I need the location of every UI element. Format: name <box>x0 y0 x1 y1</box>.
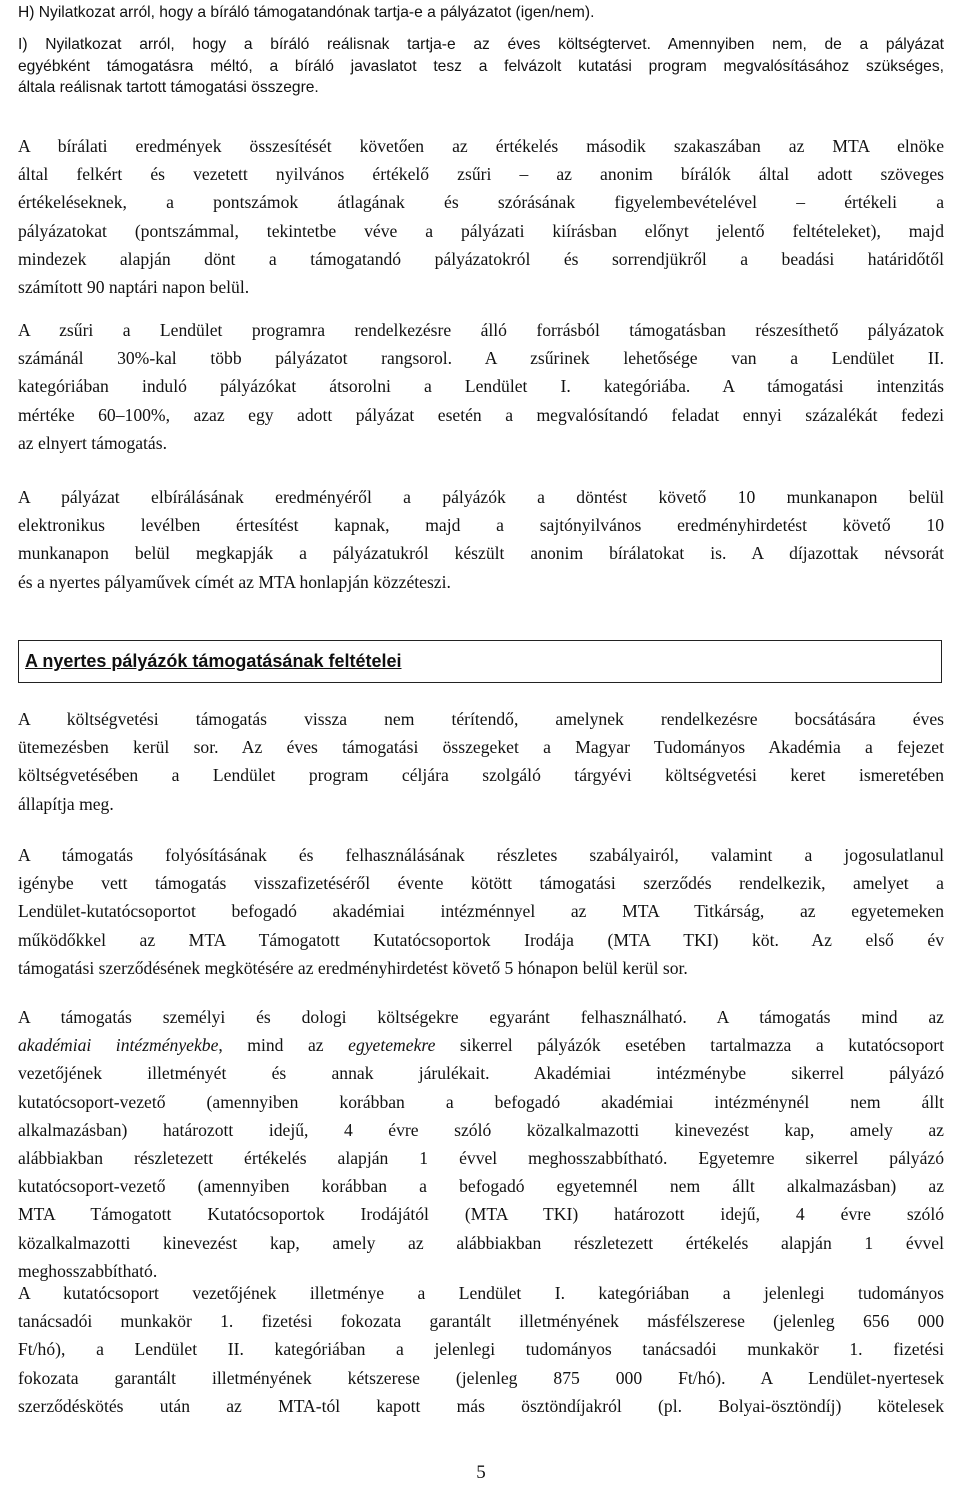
paragraph-line: közalkalmazotti kinevezést kap, amely az alábbiakban részletezett értékelés alapján 1 évvel <box>18 1232 944 1253</box>
paragraph-line: és a nyertes pályaművek címét az MTA honlapján közzéteszi. <box>18 571 451 592</box>
paragraph-contract <box>18 841 944 982</box>
paragraph-line: A kutatócsoport vezetőjének illetménye a Lendület I. kategóriában a jelenlegi tudományos <box>18 1283 944 1303</box>
paragraph-line: kutatócsoport-vezető (amennyiben korábban a befogadó egyetemnél nem állt alkalmazásban) az <box>18 1176 944 1197</box>
paragraph-line: A támogatás személyi és dologi költségekre egyaránt felhasználható. A támogatás mind az <box>18 1007 944 1027</box>
paragraph-line: mértéke 60–100%, azaz egy adott pályázat esetén a megvalósítandó feladat ennyi százalékát fedezi <box>18 404 944 425</box>
paragraph-line: MTA Támogatott Kutatócsoportok Irodájától (MTA TKI) határozott idejű, 4 évre szóló <box>18 1204 944 1225</box>
item-i <box>18 34 944 99</box>
emphasis-academic-institutions: akadémiai intézményekbe <box>18 1035 219 1056</box>
paragraph-line: A bírálati eredmények összesítését követően az értékelés második szakaszában az MTA elnöke <box>18 136 944 156</box>
item-i-line: I) Nyilatkozat arról, hogy a bíráló reálisnak tartja-e az éves költségtervet. Amennyiben nem, de a pályázat <box>18 36 944 53</box>
paragraph-line: elektronikus levélben értesítést kapnak, majd a sajtónyilvános eredményhirdetést követő 10 <box>18 515 944 536</box>
paragraph-line: A költségvetési támogatás vissza nem térítendő, amelynek rendelkezésre bocsátására éves <box>18 709 944 729</box>
paragraph-line: Ft/hó), a Lendület II. kategóriában a jelenlegi tudományos tanácsadói munkakör 1. fizetési <box>18 1339 944 1360</box>
paragraph-notification <box>18 483 944 596</box>
emphasis-universities: egyetemekre <box>348 1035 436 1056</box>
paragraph-line: igénybe vett támogatás visszafizetéséről évente kötött támogatási szerződés rendelkezik, amelyet a <box>18 873 944 894</box>
paragraph-line: kutatócsoport-vezető (amennyiben korábban a befogadó akadémiai intézménynél nem állt <box>18 1091 944 1112</box>
paragraph-evaluation <box>18 132 944 301</box>
paragraph-line: tanácsadói munkakör 1. fizetési fokozata garantált illetményének másfélszerese (jelenleg 656 000 <box>18 1311 944 1332</box>
paragraph-line: által felkért és vezetett nyilvános értékelő zsűri – az anonim bírálók által adott szöveges <box>18 164 944 185</box>
item-i-line: általa reálisnak tartott támogatási összegre. <box>18 79 319 96</box>
paragraph-line: vezetőjének illetményét és annak járulékait. Akadémiai intézménybe sikerrel pályázó <box>18 1063 944 1084</box>
paragraph-line: alábbiakban részletezett értékelés alapján 1 évvel meghosszabbítható. Egyetemre sikerrel pályázó <box>18 1148 944 1169</box>
paragraph-jury <box>18 316 944 457</box>
paragraph-line: A zsűri a Lendület programra rendelkezésre álló forrásból támogatásban részesíthető pályázatok <box>18 320 944 340</box>
paragraph-line: meghosszabbítható. <box>18 1260 158 1281</box>
paragraph-budget <box>18 705 944 818</box>
paragraph-line: fokozata garantált illetményének kétszerese (jelenleg 875 000 Ft/hó). A Lendület-nyertesek <box>18 1367 944 1388</box>
text-fragment: , mind az <box>218 1035 349 1056</box>
item-h: H) Nyilatkozat arról, hogy a bíráló támogatandónak tartja-e a pályázatot (igen/nem). <box>18 4 595 21</box>
section-heading: A nyertes pályázók támogatásának feltételei <box>25 651 402 671</box>
text-fragment: sikerrel pályázók esetében tartalmazza a kutatócsoport <box>435 1035 944 1056</box>
page-number: 5 <box>476 1462 486 1483</box>
paragraph-line-mixed <box>18 1031 944 1059</box>
paragraph-line: költségvetésében a Lendület program céljára szolgáló tárgyévi költségvetési keret ismeretében <box>18 765 944 786</box>
paragraph-line: az elnyert támogatás. <box>18 432 167 453</box>
paragraph-line: A támogatás folyósításának és felhasználásának részletes szabályairól, valamint a jogosulatlanul <box>18 845 944 865</box>
paragraph-line: pályázatokat (pontszámmal, tekintetbe véve a pályázati kiírásban előnyt jelentő feltételeket), majd <box>18 220 944 241</box>
paragraph-line: alkalmazásban) határozott idejű, 4 évre szóló közalkalmazotti kinevezést kap, amely az <box>18 1119 944 1140</box>
paragraph-line: értékeléseknek, a pontszámok átlagának és szórásának figyelembevételével – értékeli a <box>18 192 944 213</box>
paragraph-line: ütemezésben kerül sor. Az éves támogatási összegeket a Magyar Tudományos Akadémia a fejezet <box>18 737 944 758</box>
section-heading-box <box>18 640 942 683</box>
paragraph-line: támogatási szerződésének megkötésére az eredményhirdetést követő 5 hónapon belül kerül sor. <box>18 957 688 978</box>
paragraph-line: kategóriában induló pályázókat átsorolni a Lendület I. kategóriába. A támogatási intenzitás <box>18 376 944 397</box>
paragraph-salary <box>18 1279 944 1420</box>
paragraph-line: szerződéskötés után az MTA-tól kapott más ösztöndíjakról (pl. Bolyai-ösztöndíj) kötelesek <box>18 1395 944 1416</box>
paragraph-line: mindezek alapján dönt a támogatandó pályázatokról és sorrendjükről a beadási határidőtől <box>18 248 944 269</box>
paragraph-line: Lendület-kutatócsoportot befogadó akadémiai intézménnyel az MTA Titkárság, az egyetemeken <box>18 901 944 922</box>
paragraph-line: A pályázat elbírálásának eredményéről a pályázók a döntést követő 10 munkanapon belül <box>18 487 944 507</box>
item-i-line: egyébként támogatásra méltó, a bíráló javaslatot tesz a felvázolt kutatási program megvalósításához szükséges, <box>18 57 944 75</box>
paragraph-costs <box>18 1003 944 1285</box>
paragraph-line: működőkkel az MTA Támogatott Kutatócsoportok Irodája (MTA TKI) köt. Az első év <box>18 929 944 950</box>
paragraph-line: állapítja meg. <box>18 793 114 814</box>
paragraph-line: számított 90 naptári napon belül. <box>18 277 250 298</box>
paragraph-line: számánál 30%-kal több pályázatot rangsorol. A zsűrinek lehetősége van a Lendület II. <box>18 348 944 369</box>
paragraph-line: munkanapon belül megkapják a pályázatukról készült anonim bírálatokat is. A díjazottak névsorát <box>18 543 944 564</box>
